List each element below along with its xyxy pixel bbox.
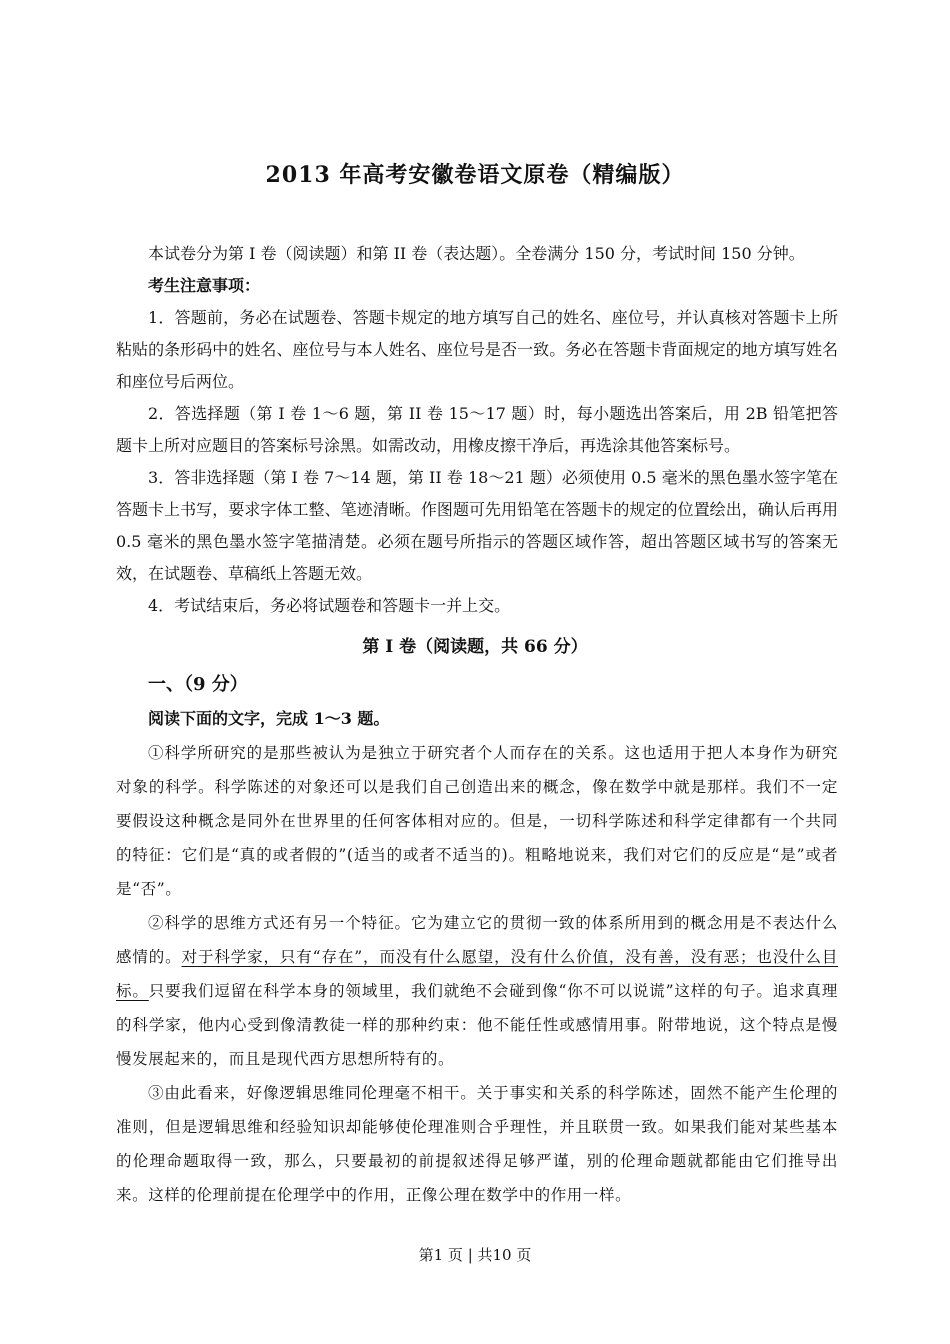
notice-item: 3．答非选择题（第 I 卷 7～14 题，第 II 卷 18～21 题）必须使用 0.5 毫米的黑色墨水签字笔在答题卡上书写，要求字体工整、笔迹清晰。作图题可先用铅笔在答题卡的规定的位置绘出，确认后再用 0.5 毫米的黑色墨水签字笔描清楚。必须在题号所指示的答题区域作答，超出答题区域书写的答案无效，在试题卷、草稿纸上答题无效。 [116,468,838,583]
notice-item: 1．答题前，务必在试题卷、答题卡规定的地方填写自己的姓名、座位号，并认真核对答题卡上所粘贴的条形码中的姓名、座位号与本人姓名、座位号是否一致。务必在答题卡背面规定的地方填写姓名和座位号后两位。 [116,308,838,391]
document-title: 2013 年高考安徽卷语文原卷（精编版） [265,162,685,188]
notice-item: 4．考试结束后，务必将试题卷和答题卡一并上交。 [148,596,511,615]
page-footer: 第1 页 | 共10 页 [418,1246,532,1264]
paragraph-2-start: ②科学的思维方式还有另一个特征。它为建立它的贯彻一致的体系所用到的概念用是不表达什么感情的。 [116,914,838,966]
underlined-sentence: 对于科学家，只有“存在”，而没有什么愿望，没有什么价值，没有善，没有恶；也没什么目标。 [116,948,839,1000]
section-title: 第 I 卷（阅读题，共 66 分） [362,637,588,657]
reading-passage [116,736,838,1212]
intro-text: 本试卷分为第 I 卷（阅读题）和第 II 卷（表达题）。全卷满分 150 分，考试时间 150 分钟。 [148,244,805,263]
instructions-block [116,238,838,622]
notice-item: 2．答选择题（第 I 卷 1～6 题，第 II 卷 15～17 题）时，每小题选出答案后，用 2B 铅笔把答题卡上所对应题目的答案标号涂黑。如需改动，用橡皮擦干净后，再选涂其他答案标号。 [116,404,838,455]
passage-paragraph-3: ③由此看来，好像逻辑思维同伦理毫不相干。关于事实和关系的科学陈述，固然不能产生伦理的准则，但是逻辑思维和经验知识却能够使伦理准则合乎理性，并且联贯一致。如果我们能对某些基本的伦理命题取得一致，那么，只要最初的前提叙述得足够严谨，别的伦理命题就都能由它们推导出来。这样的伦理前提在伦理学中的作用，正像公理在数学中的作用一样。 [116,1084,838,1204]
passage-paragraph-2 [116,906,838,1076]
passage-paragraph-1: ①科学所研究的是那些被认为是独立于研究者个人而存在的关系。这也适用于把人本身作为研究对象的科学。科学陈述的对象还可以是我们自己创造出来的概念，像在数学中就是那样。我们不一定要假设这种概念是同外在世界里的任何客体相对应的。但是，一切科学陈述和科学定律都有一个共同的特征：它们是“真的或者假的”(适当的或者不适当的)。粗略地说来，我们对它们的反应是“是”或者是“否”。 [116,744,838,898]
reading-instruction: 阅读下面的文字，完成 1～3 题。 [148,709,390,728]
paragraph-2-end: 只要我们逗留在科学本身的领域里，我们就绝不会碰到像“你不可以说谎”这样的句子。追求真理的科学家，他内心受到像清教徒一样的那种约束：他不能任性或感情用事。附带地说，这个特点是慢慢发展起来的，而且是现代西方思想所特有的。 [116,982,838,1068]
part-title: 一、（9 分） [148,674,248,695]
notice-heading: 考生注意事项： [148,276,261,295]
